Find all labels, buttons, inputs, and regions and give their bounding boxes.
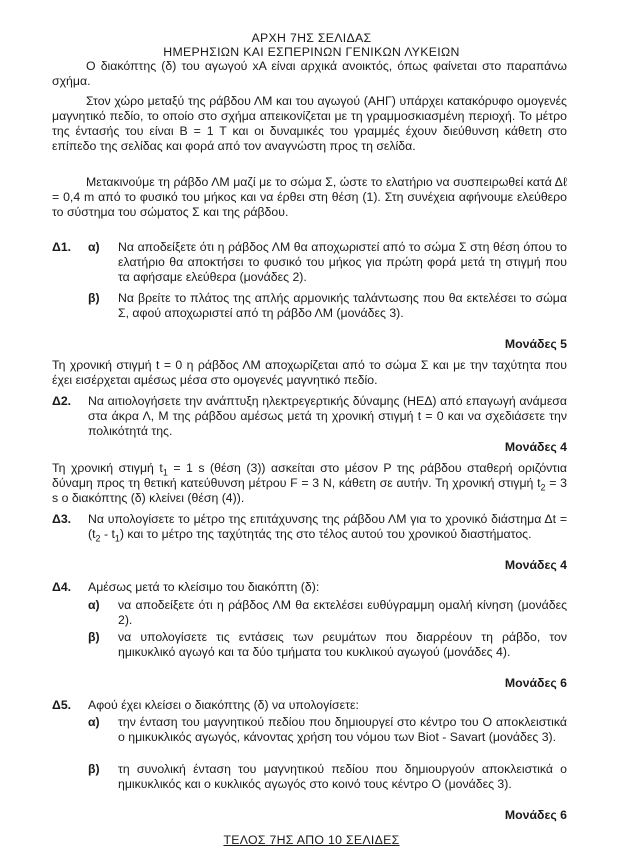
question-number: Δ3.	[52, 512, 72, 526]
question-text: Να υπολογίσετε το μέτρο της επιτάχυνσης της ράβδου ΛΜ για το χρονικό διάστημα $\Delta t = (t_2 - t_1)$ και το μέτρο της ταχύτητάς της στο τέλος αυτού του χρονικού διαστήματος.	[88, 512, 567, 544]
page-header-line2: ΗΜΕΡΗΣΙΩΝ ΚΑΙ ΕΣΠΕΡΙΝΩΝ ΓΕΝΙΚΩΝ ΛΥΚΕΙΩΝ	[163, 45, 460, 59]
question-d2	[52, 394, 567, 442]
subquestion-text: να αποδείξετε ότι η ράβδος ΛΜ θα εκτελέσει ευθύγραμμη ομαλή κίνηση (μονάδες 2).	[118, 598, 567, 627]
question-number: Δ1.	[52, 240, 72, 254]
intro-paragraph-3: Μετακινούμε τη ράβδο ΛΜ μαζί με το σώμα Σ, ώστε το ελατήριο να συσπειρωθεί κατά Δℓ = 0,4 m από το φυσικό του μήκος και να έρθει στη θέση (1). Στη συνέχεια αφήνουμε ελεύθερο το σύστημα του σώματος Σ και της ράβδου.	[52, 175, 567, 219]
subquestion-text: Να βρείτε το πλάτος της απλής αρμονικής ταλάντωσης που θα εκτελέσει το σώμα Σ, αφού αποχωριστεί από τη ράβδο ΛΜ (μονάδες 3).	[118, 291, 567, 320]
subquestion-text: Να αποδείξετε ότι η ράβδος ΛΜ θα αποχωριστεί από το σώμα Σ στη θέση όπου το ελατήριο θα αποκτήσει το φυσικό του μήκος για πρώτη φορά μετά τη στιγμή που τα αφήσαμε ελεύθερα (μονάδες 2).	[118, 240, 567, 284]
subquestion-text: τη συνολική ένταση του μαγνητικού πεδίου που δημιουργούν αποκλειστικά ο ημικυκλικός και ο κυκλικός αγωγός στο κοινό τους κέντρο Ο (μονάδες 3).	[118, 762, 567, 791]
question-d5	[52, 698, 567, 808]
subquestion-label: β)	[88, 762, 100, 776]
question-d3	[52, 512, 567, 560]
marks-d4: Μονάδες 6	[504, 676, 567, 690]
question-intro: Αμέσως μετά το κλείσιμο του διακόπτη (δ):	[88, 580, 320, 594]
subquestion-label: β)	[88, 630, 100, 644]
subquestion-text: την ένταση του μαγνητικού πεδίου που δημιουργεί στο κέντρο του Ο αποκλειστικά ο ημικυκλικός αγωγός, κάνοντας χρήση του νόμου των Biot - Savart (μονάδες 3).	[118, 715, 567, 744]
question-d4	[52, 580, 567, 675]
question-intro: Αφού έχει κλείσει ο διακόπτης (δ) να υπολογίσετε:	[88, 698, 359, 712]
subquestion-label: α)	[88, 598, 100, 612]
paragraph-t0: Τη χρονική στιγμή t = 0 η ράβδος ΛΜ αποχωρίζεται από το σώμα Σ και με την ταχύτητα που έχει εισέρχεται αμέσως μέσα στο ομογενές μαγνητικό πεδίο.	[52, 358, 567, 387]
paragraph-t1: Τη χρονική στιγμή $t_1 = 1$ s (θέση (3)) ασκείται στο μέσον Ρ της ράβδου σταθερή οριζόντια δύναμη προς τη θετική κατεύθυνση μέτρου F = 3 N, κάθετη σε αυτήν. Τη χρονική στιγμή $t_2 = 3$ s ο διακόπτης (δ) κλείνει (θέση (4)).	[52, 461, 568, 505]
question-number: Δ5.	[52, 698, 72, 712]
subquestion-label: α)	[88, 240, 100, 254]
question-d1	[52, 240, 567, 340]
question-text: Να αιτιολογήσετε την ανάπτυξη ηλεκτρεγερτικής δύναμης (ΗΕΔ) από επαγωγή ανάμεσα στα άκρα Λ, Μ της ράβδου αμέσως μετά τη χρονική στιγμή t = 0 και να σχεδιάσετε την πολικότητά της.	[88, 394, 567, 438]
question-number: Δ4.	[52, 580, 72, 594]
page-header-line1: ΑΡΧΗ 7ΗΣ ΣΕΛΙΔΑΣ	[251, 31, 372, 45]
marks-d1: Μονάδες 5	[504, 337, 567, 351]
marks-d2: Μονάδες 4	[504, 440, 567, 454]
page-footer-text: ΤΕΛΟΣ 7ΗΣ ΑΠΟ 10 ΣΕΛΙΔΕΣ	[223, 833, 400, 847]
subquestion-label: α)	[88, 715, 100, 729]
page-footer	[0, 833, 623, 848]
subquestion-label: β)	[88, 291, 100, 305]
question-number: Δ2.	[52, 394, 72, 408]
marks-d5: Μονάδες 6	[504, 808, 567, 822]
marks-d3: Μονάδες 4	[504, 558, 567, 572]
intro-paragraph-1: Ο διακόπτης (δ) του αγωγού xA είναι αρχικά ανοικτός, όπως φαίνεται στο παραπάνω σχήμα.	[52, 59, 567, 88]
intro-paragraph-2: Στον χώρο μεταξύ της ράβδου ΛΜ και του αγωγού (ΑΗΓ) υπάρχει κατακόρυφο ομογενές μαγνητικό πεδίο, το οποίο στο σχήμα απεικονίζεται με τη γραμμοσκιασμένη περιοχή. Το μέτρο της έντασής του είναι Β = 1 Τ και οι δυναμικές του γραμμές έχουν διεύθυνση κάθετη στο επίπεδο της σελίδας και φορά από τον αναγνώστη προς τη σελίδα.	[52, 94, 567, 153]
subquestion-text: να υπολογίσετε τις εντάσεις των ρευμάτων που διαρρέουν τη ράβδο, τον ημικυκλικό αγωγό και τα δύο τμήματα του κυκλικού αγωγού (μονάδες 4).	[118, 630, 567, 659]
